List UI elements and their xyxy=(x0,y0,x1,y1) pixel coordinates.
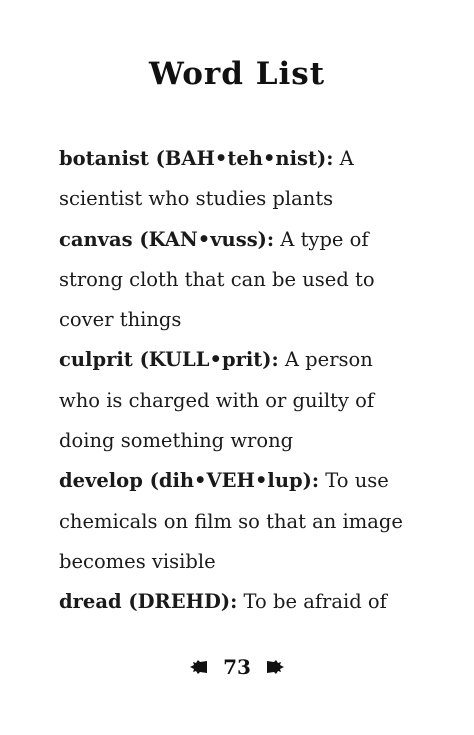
entry-term: dread (DREHD): xyxy=(59,590,238,614)
word-entry-culprit xyxy=(59,340,419,461)
entry-term: botanist (BAH•teh•nist): xyxy=(59,147,334,170)
paw-right-icon xyxy=(265,659,285,675)
word-list xyxy=(59,139,419,623)
entry-definition: To be afraid of xyxy=(237,590,387,614)
entry-definition: To use chemicals on film so that an image becomes visible xyxy=(59,469,403,573)
page-number: 73 xyxy=(223,655,251,679)
page-footer xyxy=(0,650,474,684)
entry-term: canvas (KAN•vuss): xyxy=(59,227,275,251)
entry-definition: A scientist who studies plants xyxy=(59,147,354,211)
word-entry-botanist xyxy=(59,139,419,220)
word-entry-develop xyxy=(59,461,419,582)
entry-term: develop (dih•VEH•lup): xyxy=(59,469,320,493)
word-entry-canvas xyxy=(59,220,419,341)
page-title: Word List xyxy=(148,56,326,92)
paw-left-icon xyxy=(189,659,209,675)
word-entry-dread xyxy=(59,582,419,622)
entry-definition: A type of strong cloth that can be used to cover things xyxy=(59,227,375,332)
entry-definition: A person who is charged with or guilty of doing something wrong xyxy=(59,348,375,453)
entry-term: culprit (KULL•prit): xyxy=(59,348,279,372)
